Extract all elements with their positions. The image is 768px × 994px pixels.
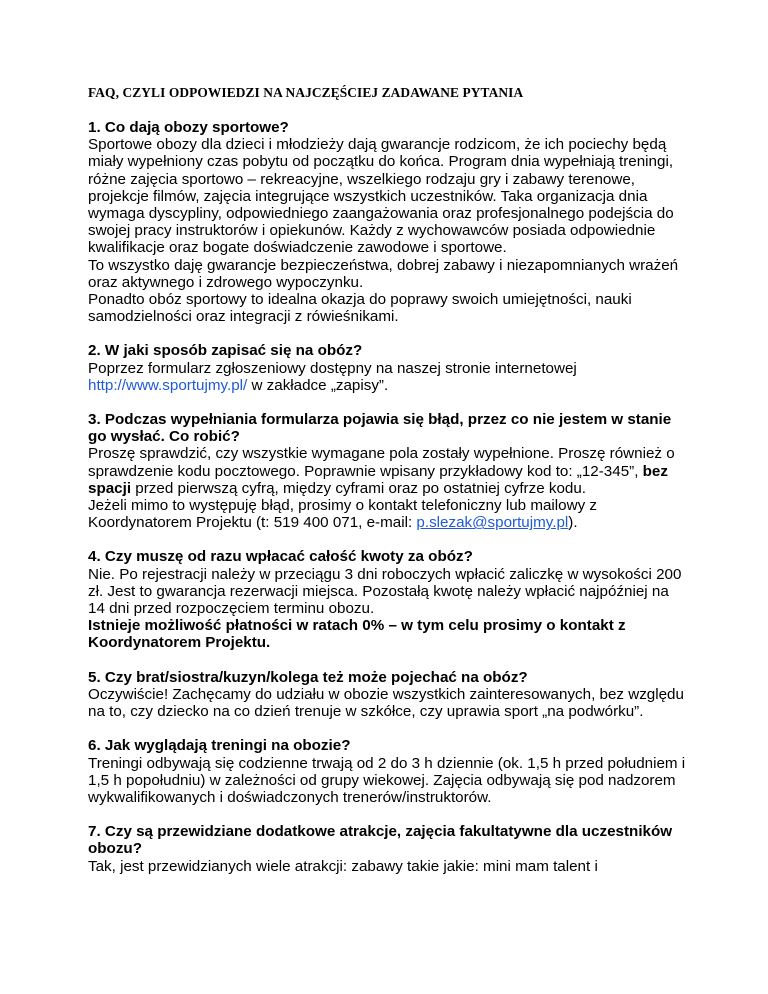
faq-section-2 — [88, 342, 688, 394]
document-title: FAQ, CZYLI ODPOWIEDZI NA NAJCZĘŚCIEJ ZADAWANE PYTANIA — [88, 85, 524, 100]
answer-7: Tak, jest przewidzianych wiele atrakcji: zabawy takie jakie: mini mam talent i — [88, 857, 598, 875]
answer-4-paragraph-1: Nie. Po rejestracji należy w przeciągu 3 dni roboczych wpłacić zaliczkę w wysokości 200 zł. Jest to gwarancja rezerwacji miejsca. Pozostałą kwotę należy wpłacić najpóźniej na 14 dni przed rozpoczęciem terminu obozu. — [88, 565, 682, 618]
answer-2-text-after: w zakładce „zapisy”. — [247, 376, 389, 394]
faq-section-3 — [88, 411, 688, 531]
faq-section-4 — [88, 548, 688, 651]
answer-3-text-after: przed pierwszą cyfrą, między cyframi oraz po ostatniej cyfrze kodu. — [131, 479, 587, 497]
answer-1-paragraph-1: Sportowe obozy dla dzieci i młodzieży dają gwarancje rodzicom, że ich pociechy będą miały wypełniony czas pobytu od początku do końca. Program dnia wypełniają treningi, różne zajęcia sportowo – rekreacyjne, wszelkiego rodzaju gry i zabawy terenowe, projekcje filmów, zajęcia integrujące wszystkich uczestników. Taka organizacja dnia wymaga dyscypliny, odpowiedniego zaangażowania oraz profesjonalnego podejścia do swojej pracy instruktorów i opiekunów. Każdy z wychowawców posiada odpowiednie kwalifikacje oraz bogate doświadczenie zawodowe i sportowe. — [88, 136, 674, 257]
question-6: 6. Jak wyglądają treningi na obozie? — [88, 737, 351, 755]
faq-section-6 — [88, 737, 688, 806]
answer-1-paragraph-3: Ponadto obóz sportowy to idealna okazja do poprawy swoich umiejętności, nauki samodzielności oraz integracji z rówieśnikami. — [88, 291, 632, 326]
answer-6: Treningi odbywają się codzienne trwają od 2 do 3 h dziennie (ok. 1,5 h przed południem i 1,5 h popołudniu) w zależności od grupy wiekowej. Zajęcia odbywają się pod nadzorem wykwalifikowanych i doświadczonych trenerów/instruktorów. — [88, 754, 686, 806]
faq-section-7 — [88, 823, 688, 875]
answer-3-contact-before: Jeżeli mimo to występuję błąd, prosimy o kontakt telefoniczny lub mailowy z Koordynatorem Projektu (t: 519 400 071, e-mail: — [88, 497, 597, 532]
question-1: 1. Co dają obozy sportowe? — [88, 119, 289, 136]
answer-3-text-before: Proszę sprawdzić, czy wszystkie wymagane pola zostały wypełnione. Proszę również o sprawdzenie kodu pocztowego. Poprawnie wpisany przykładowy kod to: „12-345”, — [88, 445, 675, 480]
answer-5: Oczywiście! Zachęcamy do udziału w obozie wszystkich zainteresowanych, bez względu na to, czy dziecko na co dzień trenuje w szkółce, czy uprawia sport „na podwórku”. — [88, 685, 684, 721]
answer-3-contact-after: ). — [568, 514, 578, 532]
website-link[interactable]: http://www.sportujmy.pl/ — [88, 376, 248, 394]
question-7: 7. Czy są przewidziane dodatkowe atrakcje, zajęcia fakultatywne dla uczestników obozu? — [88, 823, 673, 858]
question-5: 5. Czy brat/siostra/kuzyn/kolega też może pojechać na obóz? — [88, 668, 528, 686]
question-3: 3. Podczas wypełniania formularza pojawia się błąd, przez co nie jestem w stanie go wysłać. Co robić? — [88, 411, 672, 446]
answer-2-text-before: Poprzez formularz zgłoszeniowy dostępny na naszej stronie internetowej — [88, 359, 577, 377]
answer-1-paragraph-2: To wszystko daję gwarancje bezpieczeństwa, dobrej zabawy i niezapomnianych wrażeń oraz aktywnego i zdrowego wypoczynku. — [88, 256, 679, 291]
question-2: 2. W jaki sposób zapisać się na obóz? — [88, 342, 363, 360]
question-4: 4. Czy muszę od razu wpłacać całość kwoty za obóz? — [88, 548, 473, 566]
faq-document — [88, 84, 688, 892]
email-link[interactable]: p.slezak@sportujmy.pl — [416, 514, 569, 532]
faq-section-5 — [88, 669, 688, 721]
answer-2 — [88, 360, 688, 394]
answer-3-bold-text: bez spacji — [88, 462, 668, 497]
answer-3-paragraph-2 — [88, 497, 688, 531]
answer-3-paragraph-1 — [88, 445, 688, 497]
faq-section-1 — [88, 119, 688, 325]
answer-4-installments-note: Istnieje możliwość płatności w ratach 0% – w tym celu prosimy o kontakt z Koordynatorem Projektu. — [88, 617, 626, 652]
